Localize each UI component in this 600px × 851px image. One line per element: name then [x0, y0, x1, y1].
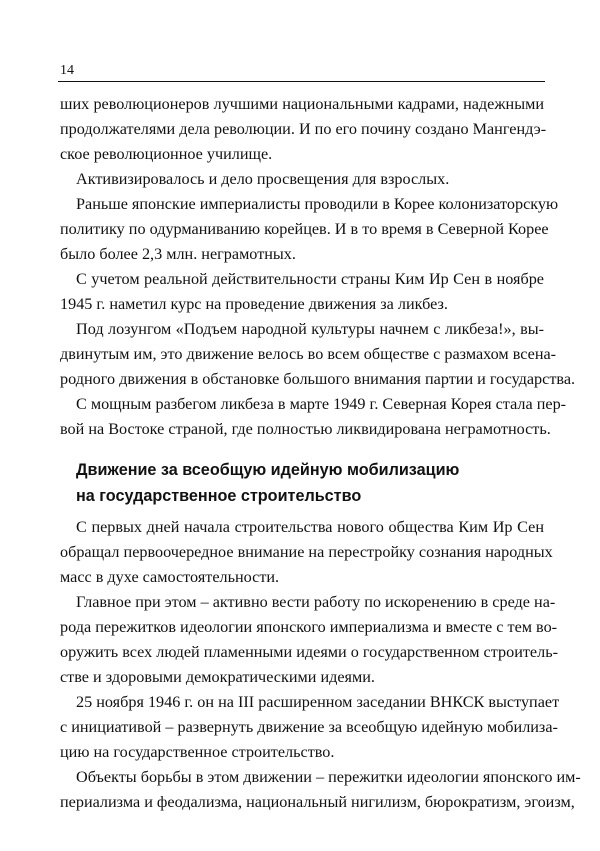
text-line: периализма и феодализма, национальный нигилизм, бюрократизм, эгоизм,	[60, 793, 575, 811]
section-heading-line-1: Движение за всеобщую идейную мобилизацию	[76, 461, 460, 479]
text-line: двинутым им, это движение велось во всем обществе с размахом всена-	[60, 345, 557, 363]
text-line: Активизировалось и дело просвещения для взрослых.	[76, 170, 450, 188]
text-line: Главное при этом – активно вести работу по искоренению в среде на-	[76, 593, 556, 611]
text-line: Объекты борьбы в этом движении – пережитки идеологии японского им-	[76, 768, 581, 786]
text-line: стве и здоровыми демократическими идеями.	[60, 668, 375, 686]
text-line: ское революционное училище.	[60, 145, 273, 163]
text-line: цию на государственное строительство.	[60, 743, 335, 761]
text-line: С мощным разбегом ликбеза в марте 1949 г. Северная Корея стала пер-	[76, 395, 567, 413]
text-line: ших революционеров лучшими национальными кадрами, надежными	[60, 95, 544, 113]
text-line: продолжателями дела революции. И по его почину создано Мангендэ-	[60, 120, 547, 138]
section-heading-line-2: на государственное строительство	[76, 487, 362, 505]
page-number: 14	[60, 63, 74, 78]
text-line: оружить всех людей пламенными идеями о государственном строитель-	[60, 643, 558, 661]
text-line: Под лозунгом «Подъем народной культуры начнем с ликбеза!», вы-	[76, 320, 544, 338]
text-line: Раньше японские империалисты проводили в Корее колонизаторскую	[76, 195, 559, 213]
text-line: обращал первоочередное внимание на перестройку сознания народных	[60, 543, 553, 561]
text-line: масс в духе самостоятельности.	[60, 568, 280, 586]
text-line: политику по одурманиванию корейцев. И в то время в Северной Корее	[60, 220, 549, 238]
text-line: вой на Востоке страной, где полностью ликвидирована неграмотность.	[60, 420, 551, 438]
text-line: С первых дней начала строительства нового общества Ким Ир Сен	[76, 518, 544, 536]
text-line: С учетом реальной действительности страны Ким Ир Сен в ноябре	[76, 270, 544, 288]
header-rule	[58, 81, 545, 82]
text-line: рода пережитков идеологии японского империализма и вместе с тем во-	[60, 618, 558, 636]
text-line: с инициативой – развернуть движение за всеобщую идейную мобилиза-	[60, 718, 558, 736]
text-line: было более 2,3 млн. неграмотных.	[60, 245, 296, 263]
text-line: 1945 г. наметил курс на проведение движения за ликбез.	[60, 295, 448, 313]
text-line: 25 ноября 1946 г. он на III расширенном заседании ВНКСК выступает	[76, 693, 560, 711]
text-line: родного движения в обстановке большого внимания партии и государства.	[60, 370, 576, 388]
